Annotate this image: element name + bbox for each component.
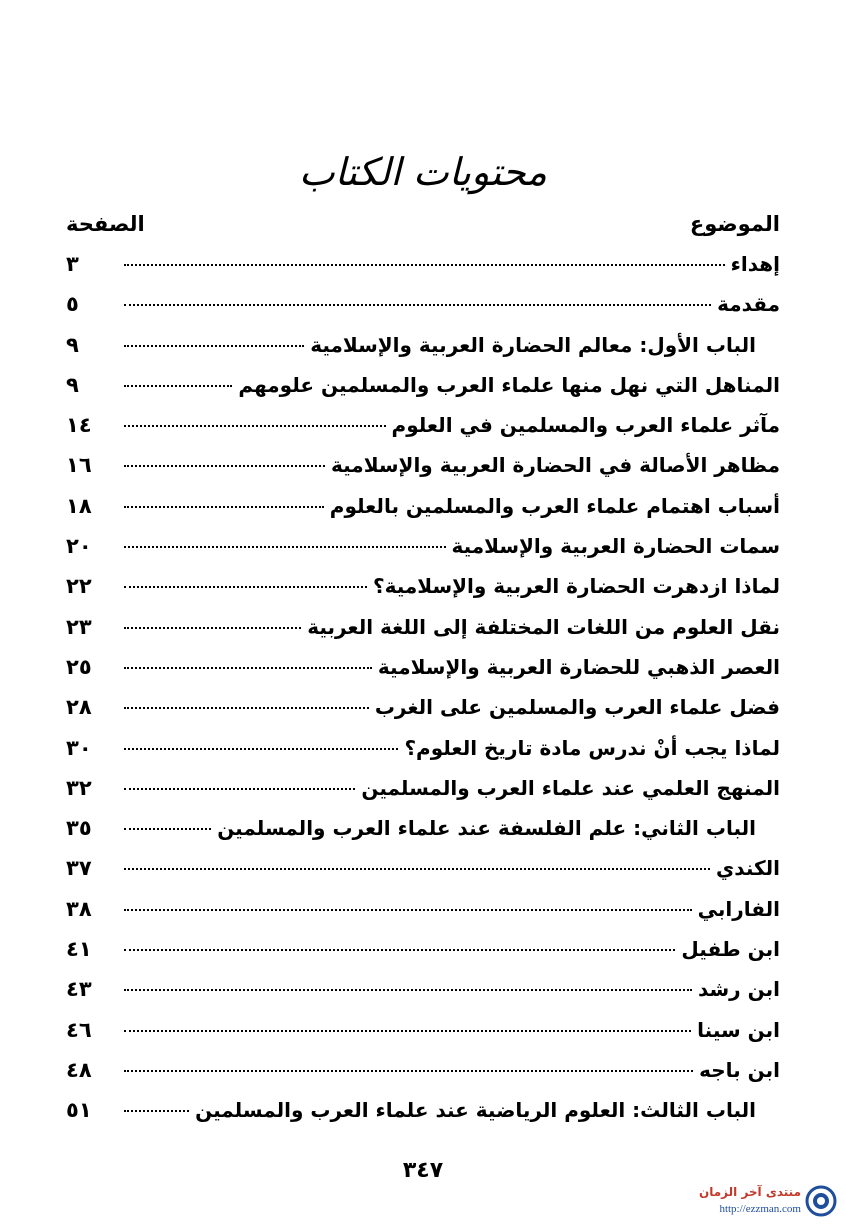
toc-page-number: ٢٢ xyxy=(66,574,92,599)
toc-row xyxy=(66,574,780,614)
toc-entry-title: مآثر علماء العرب والمسلمين في العلوم xyxy=(391,413,780,438)
toc-row xyxy=(66,655,780,695)
toc-page-number: ٣٨ xyxy=(66,896,92,921)
toc-page-number: ٣٢ xyxy=(66,775,92,800)
dot-leader xyxy=(124,627,301,629)
toc-row xyxy=(66,413,780,453)
dot-leader xyxy=(124,1030,691,1032)
toc-row xyxy=(66,776,780,816)
toc-chapter-row xyxy=(66,1098,780,1138)
page-title: محتويات الكتاب xyxy=(299,150,547,194)
toc-row xyxy=(66,252,780,292)
dot-leader xyxy=(124,264,725,266)
toc-page-number: ٢٠ xyxy=(66,534,92,559)
table-of-contents xyxy=(66,252,780,1139)
toc-chapter-row xyxy=(66,333,780,373)
toc-entry-title: ابن طفيل xyxy=(681,937,780,962)
toc-entry-title: الباب الثاني: علم الفلسفة عند علماء العرب والمسلمين xyxy=(217,816,756,841)
watermark-url: http://ezzman.com xyxy=(719,1203,801,1215)
toc-page-number: ٣٥ xyxy=(66,816,92,841)
toc-page-number: ٢٨ xyxy=(66,695,92,720)
toc-row xyxy=(66,977,780,1017)
toc-page-number: ٥١ xyxy=(66,1098,92,1123)
dot-leader xyxy=(124,345,304,347)
dot-leader xyxy=(124,788,355,790)
toc-entry-title: لماذا ازدهرت الحضارة العربية والإسلامية؟ xyxy=(373,574,780,599)
toc-page-number: ٥ xyxy=(66,292,79,317)
shield-logo-icon xyxy=(805,1185,837,1217)
forum-watermark xyxy=(665,1183,845,1223)
toc-entry-title: سمات الحضارة العربية والإسلامية xyxy=(451,534,780,559)
toc-row xyxy=(66,1058,780,1098)
toc-row xyxy=(66,695,780,735)
toc-page-number: ٤٨ xyxy=(66,1057,92,1082)
toc-page-number: ٢٥ xyxy=(66,654,92,679)
toc-chapter-row xyxy=(66,816,780,856)
dot-leader xyxy=(124,667,372,669)
dot-leader xyxy=(124,868,710,870)
toc-entry-title: ابن باجه xyxy=(699,1057,780,1082)
toc-row xyxy=(66,292,780,332)
toc-row xyxy=(66,897,780,937)
dot-leader xyxy=(124,546,446,548)
watermark-name: منتدى آخر الزمان xyxy=(699,1185,801,1199)
toc-page-number: ٤٦ xyxy=(66,1017,92,1042)
toc-row xyxy=(66,373,780,413)
toc-row xyxy=(66,1018,780,1058)
toc-entry-title: الباب الثالث: العلوم الرياضية عند علماء العرب والمسلمين xyxy=(195,1098,756,1123)
toc-page-number: ٢٣ xyxy=(66,614,92,639)
toc-entry-title: الكندي xyxy=(715,856,780,881)
dot-leader xyxy=(124,707,369,709)
toc-entry-title: أسباب اهتمام علماء العرب والمسلمين بالعلوم xyxy=(329,493,780,518)
dot-leader xyxy=(124,385,232,387)
toc-page-number: ١٤ xyxy=(66,413,92,438)
toc-page-number: ١٨ xyxy=(66,493,92,518)
dot-leader xyxy=(124,1070,693,1072)
dot-leader xyxy=(124,989,692,991)
toc-entry-title: إهداء xyxy=(730,252,780,276)
toc-entry-title: فضل علماء العرب والمسلمين على الغرب xyxy=(374,695,780,720)
dot-leader xyxy=(124,1110,189,1112)
toc-entry-title: ابن سينا xyxy=(697,1017,780,1042)
toc-entry-title: ابن رشد xyxy=(697,977,780,1002)
dot-leader xyxy=(124,586,367,588)
dot-leader xyxy=(124,304,711,306)
toc-page-number: ٣٧ xyxy=(66,856,92,881)
toc-entry-title: الباب الأول: معالم الحضارة العربية والإسلامية xyxy=(310,332,756,357)
dot-leader xyxy=(124,465,325,467)
toc-entry-title: المنهج العلمي عند علماء العرب والمسلمين xyxy=(361,775,780,800)
toc-page-number: ١٦ xyxy=(66,453,92,478)
toc-row xyxy=(66,937,780,977)
toc-row xyxy=(66,736,780,776)
toc-entry-title: المناهل التي نهل منها علماء العرب والمسلمين علومهم xyxy=(238,372,780,397)
toc-entry-title: العصر الذهبي للحضارة العربية والإسلامية xyxy=(377,654,780,679)
toc-row xyxy=(66,534,780,574)
dot-leader xyxy=(124,425,386,427)
toc-page-number: ٩ xyxy=(66,332,79,357)
toc-entry-title: نقل العلوم من اللغات المختلفة إلى اللغة العربية xyxy=(307,614,780,639)
toc-row xyxy=(66,494,780,534)
toc-entry-title: الفارابي xyxy=(697,896,780,921)
page-header: الصفحة xyxy=(66,212,145,236)
column-headers xyxy=(66,212,780,236)
toc-page-number: ٣٠ xyxy=(66,735,92,760)
toc-page-number: ٣ xyxy=(66,252,79,276)
toc-entry-title: لماذا يجب أنْ ندرس مادة تاريخ العلوم؟ xyxy=(404,735,780,760)
topic-header: الموضوع xyxy=(689,212,780,236)
toc-page-number: ٩ xyxy=(66,372,79,397)
dot-leader xyxy=(124,909,692,911)
page-number: ٣٤٧ xyxy=(402,1158,444,1183)
toc-row xyxy=(66,856,780,896)
dot-leader xyxy=(124,949,675,951)
toc-page-number: ٤٣ xyxy=(66,977,92,1002)
dot-leader xyxy=(124,748,398,750)
toc-entry-title: مقدمة xyxy=(717,292,780,317)
dot-leader xyxy=(124,506,324,508)
toc-row xyxy=(66,615,780,655)
toc-entry-title: مظاهر الأصالة في الحضارة العربية والإسلامية xyxy=(331,453,780,478)
dot-leader xyxy=(124,828,211,830)
toc-row xyxy=(66,453,780,493)
toc-page-number: ٤١ xyxy=(66,937,92,962)
